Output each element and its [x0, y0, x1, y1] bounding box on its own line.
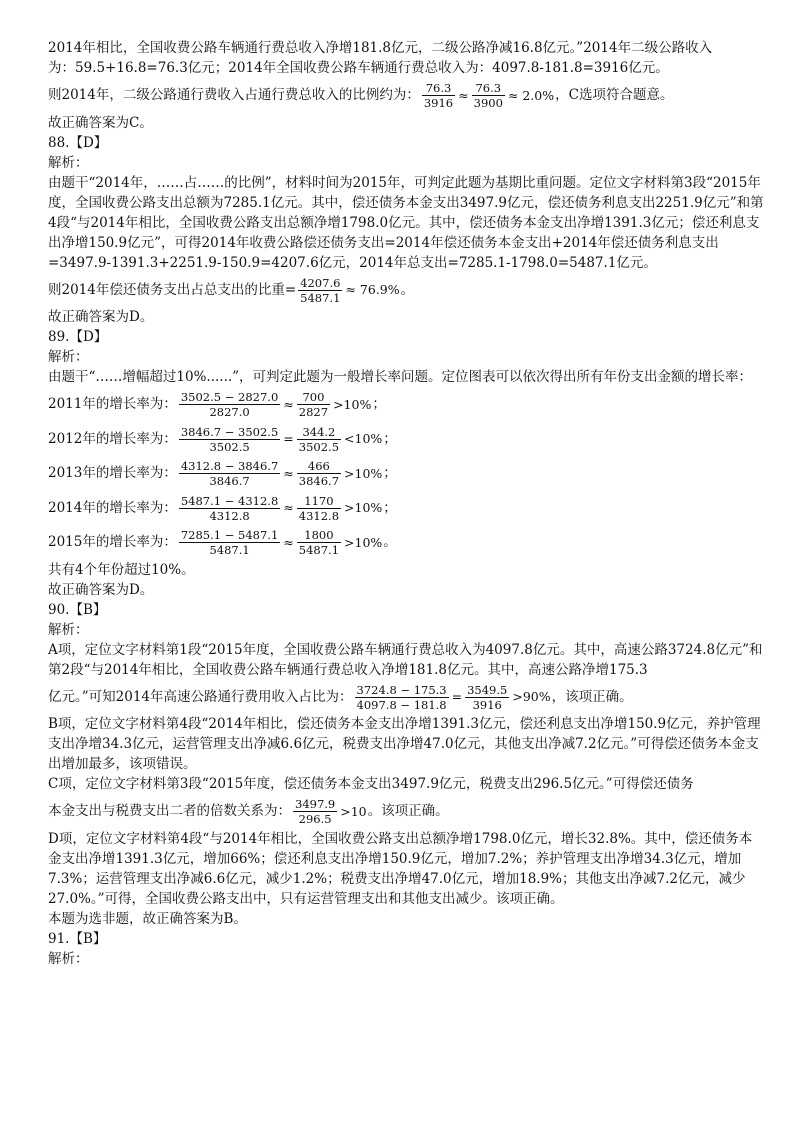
denominator: 5487.1 [300, 290, 341, 305]
operator: ≈ [283, 465, 294, 481]
para-line: 为：59.5+16.8=76.3亿元；2014年全国收费公路车辆通行费总收入为：4097.8-181.8=3916亿元。 [48, 60, 669, 76]
formula-text: 则2014年，二级公路通行费收入占通行费总收入的比例约为： [48, 87, 420, 103]
row-label: 2011年的增长率为： [48, 396, 177, 412]
question-number: 89.【D】 [48, 329, 108, 345]
numerator: 4312.8 − 3846.7 [180, 459, 279, 473]
numerator: 700 [297, 390, 330, 405]
operator: = [451, 689, 463, 704]
analysis-body: 由题干“2014年，……占……的比例”，材料时间为2015年，可判定此题为基期比重问题。定位文字材料第3段“2015年度，全国收费公路支出总额为7285.1亿元。其中，偿还债务本金支出3497.9亿元，偿还债务利息支出2251.9亿元”和第4段“与2014年相比，全国收费公路支出总额净增1798.0亿元。其中，偿还债务本金支出净增1391.3亿元；偿还利息支出净增150.9亿元”，可得2014年收费公路偿还债务支出=2014年偿还债务本金支出+2014年偿还债务利息支出=3497.9-1391.3+2251.9-150.9=4207.6亿元，2014年总支出=7285.1-1798.0=5487.1亿元。 [48, 174, 764, 271]
formula-line [48, 273, 764, 308]
fraction [465, 683, 509, 712]
numerator: 3502.5 − 2827.0 [180, 390, 279, 404]
row-label: 2014年的增长率为： [48, 499, 177, 516]
growth-rate-row [48, 491, 764, 526]
row-end: 。 [383, 534, 397, 550]
fraction [472, 81, 505, 110]
numerator: 7285.1 − 5487.1 [180, 528, 279, 542]
formula-text: 则2014年偿还债务支出占总支出的比重= [48, 281, 297, 298]
denominator: 3502.5 [209, 439, 250, 454]
fraction [297, 390, 330, 419]
row-end: ； [383, 465, 397, 481]
numerator: 3724.8 − 175.3 [356, 682, 447, 697]
denominator: 4312.8 [298, 508, 340, 523]
summary-line: 共有4个年份超过10%。 [48, 561, 195, 578]
analysis-label: 解析： [48, 349, 89, 365]
numerator: 3497.9 [295, 797, 336, 811]
row-label: 2015年的增长率为： [48, 534, 177, 550]
question-number: 88.【D】 [48, 134, 108, 151]
option-d-text: D项，定位文字材料第4段“与2014年相比，全国收费公路支出总额净增1798.0亿元，增长32.8%。其中，偿还债务本金支出净增1391.3亿元，增加66%；偿还利息支出净增150.9亿元，增加7.2%；养护管理支出净增34.3亿元，增加7.3%；运营管理支出净减6.6亿元，减少1.2%；税费支出净增47.0亿元，增加18.9%；其他支出净减7.2亿元，减少27.0%。”可得，全国收费公路支出中，只有运营管理支出和其他支出减少。该项正确。 [48, 830, 753, 907]
fraction [179, 390, 280, 419]
row-end: ； [383, 430, 397, 447]
fraction [298, 276, 342, 305]
denominator: 5487.1 [209, 543, 250, 557]
denominator: 3916 [472, 697, 502, 712]
row-end: ； [372, 396, 386, 412]
denominator: 3900 [473, 96, 503, 110]
formula-text: ，该项正确。 [551, 688, 633, 705]
denominator: 4312.8 [209, 508, 250, 523]
fraction [355, 683, 449, 712]
operator: ≈ [458, 87, 469, 103]
formula-line [48, 794, 764, 829]
row-end: ； [383, 499, 397, 516]
numerator: 3846.7 − 3502.5 [180, 424, 279, 439]
numerator: 466 [297, 459, 341, 474]
operator: ≈ [283, 534, 294, 550]
numerator: 1800 [297, 528, 341, 543]
denominator: 3916 [423, 96, 454, 110]
formula-text: 。该项正确。 [367, 803, 449, 819]
numerator: 76.3 [422, 81, 455, 96]
fraction [293, 797, 337, 826]
fraction [297, 528, 341, 557]
growth-rate-row [48, 387, 764, 422]
formula-text: ，C选项符合题意。 [555, 87, 674, 103]
formula-text: 本金支出与税费支出二者的倍数关系为： [48, 803, 291, 819]
denominator: 3502.5 [298, 439, 340, 454]
formula-line [48, 78, 764, 113]
row-label: 2012年的增长率为： [48, 430, 177, 447]
numerator: 1170 [297, 494, 341, 509]
numerator: 5487.1 − 4312.8 [180, 493, 279, 508]
operator: ≈ [283, 500, 294, 515]
fraction [179, 425, 280, 454]
comparison: >10% [344, 534, 383, 550]
formula-line [48, 680, 764, 715]
analysis-body: 由题干“……增幅超过10%......”，可判定此题为一般增长率问题。定位图表可以依次得出所有年份支出金额的增长率： [48, 369, 753, 385]
answer-line: 故正确答案为D。 [48, 581, 154, 598]
comparison: >10% [344, 465, 383, 481]
denominator: 5487.1 [298, 543, 340, 557]
numerator: 344.2 [297, 425, 341, 440]
operator: ≈ 76.9% [345, 282, 400, 297]
option-b-text: B项，定位文字材料第4段“2014年相比，偿还债务本金支出净增1391.3亿元，偿还利息支出净增150.9亿元，养护管理支出净增34.3亿元，运营管理支出净减6.6亿元，税费支出净增47.0亿元，其他支出净减7.2亿元。”可得偿还债务本金支出增加最多，该项错误。 [48, 716, 761, 772]
question-number: 90.【B】 [48, 601, 107, 618]
operator: ≈ [283, 396, 294, 412]
denominator: 296.5 [298, 812, 332, 826]
fraction [179, 528, 280, 557]
row-label: 2013年的增长率为： [48, 465, 177, 481]
fraction [422, 81, 455, 110]
analysis-label: 解析： [48, 621, 89, 638]
answer-line: 故正确答案为D。 [48, 309, 154, 325]
operator: = [283, 431, 294, 446]
fraction [297, 494, 341, 523]
question-number: 91.【B】 [48, 930, 107, 947]
growth-rate-row [48, 456, 764, 491]
option-a-text: A项，定位文字材料第1段“2015年度，全国收费公路车辆通行费总收入为4097.8亿元。其中，高速公路3724.8亿元”和第2段“与2014年相比，全国收费公路车辆通行费总收入净增181.8亿元。其中，高速公路净增175.3 [48, 641, 763, 678]
analysis-label: 解析： [48, 950, 89, 967]
answer-line: 本题为选非题，故正确答案为B。 [48, 910, 247, 927]
growth-rate-row [48, 525, 764, 560]
answer-line: 故正确答案为C。 [48, 114, 153, 131]
denominator: 2827 [298, 405, 329, 419]
option-c-text: C项，定位文字材料第3段“2015年度，偿还债务本金支出3497.9亿元，税费支出296.5亿元。”可得偿还债务 [48, 776, 694, 792]
growth-rate-row [48, 422, 764, 457]
formula-text: 。 [400, 281, 415, 298]
denominator: 2827.0 [209, 405, 250, 419]
formula-text: 亿元。”可知2014年高速公路通行费用收入占比为： [48, 688, 353, 705]
operator: ≈ 2.0% [507, 87, 555, 103]
denominator: 3846.7 [298, 474, 340, 488]
denominator: 3846.7 [209, 474, 250, 488]
comparison: >10 [340, 803, 367, 819]
fraction [179, 494, 280, 523]
growth-rate-list [48, 387, 764, 560]
analysis-label: 解析： [48, 154, 89, 171]
fraction [179, 459, 280, 488]
denominator: 4097.8 − 181.8 [356, 697, 447, 712]
comparison: >10% [344, 500, 383, 515]
numerator: 3549.5 [467, 682, 508, 697]
para-line: 2014年相比，全国收费公路车辆通行费总收入净增181.8亿元，二级公路净减16.8亿元。”2014年二级公路收入 [48, 40, 713, 56]
fraction [297, 459, 341, 488]
comparison: <10% [344, 431, 383, 446]
comparison: >90% [512, 689, 551, 704]
fraction [297, 425, 341, 454]
numerator: 76.3 [472, 81, 505, 96]
document-page [48, 38, 764, 969]
comparison: >10% [333, 396, 372, 412]
numerator: 4207.6 [300, 275, 341, 290]
